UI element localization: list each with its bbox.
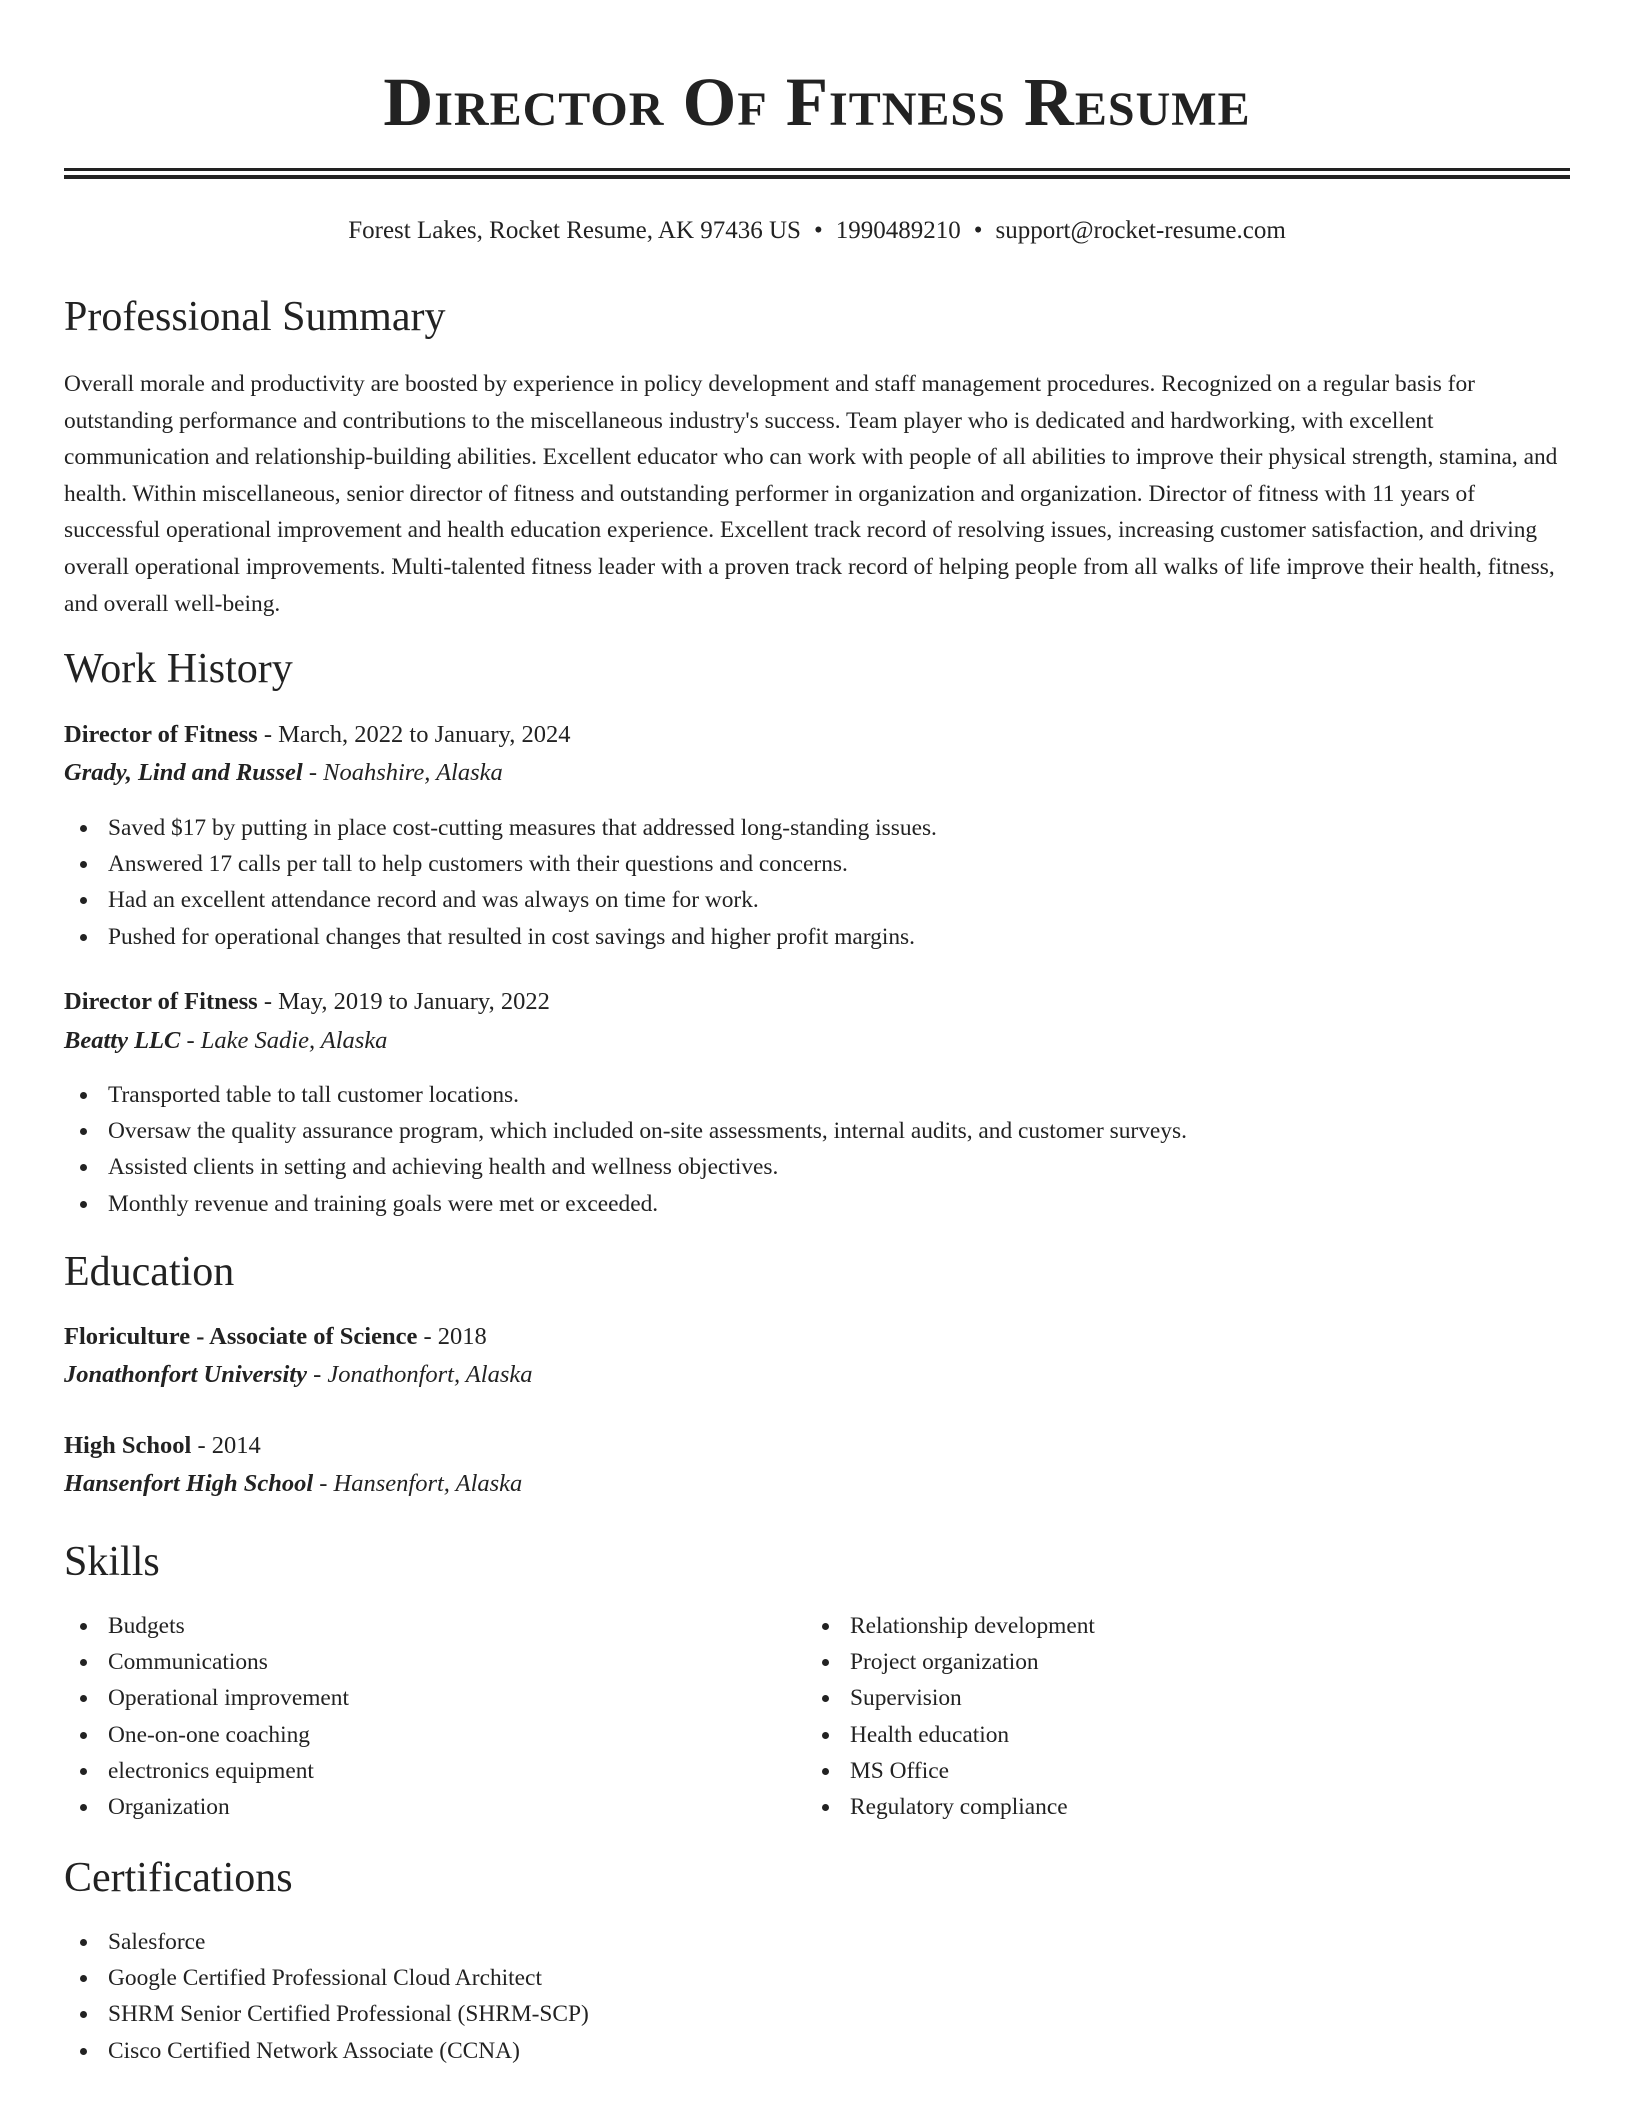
job-company: Grady, Lind and Russel — [64, 759, 303, 786]
education-school: Jonathonfort University — [64, 1361, 307, 1388]
list-item: Monthly revenue and training goals were met or exceeded. — [64, 1186, 1187, 1222]
list-item: Organization — [64, 1789, 349, 1825]
job-company: Beatty LLC — [64, 1027, 181, 1054]
certifications-heading: Certifications — [64, 1855, 293, 1901]
list-item: Salesforce — [64, 1924, 589, 1960]
job-dates: - May, 2019 to January, 2022 — [257, 988, 550, 1015]
job-company-line — [64, 1024, 387, 1058]
list-item: Assisted clients in setting and achieving health and wellness objectives. — [64, 1149, 1187, 1185]
job-bullets — [64, 1077, 1187, 1222]
list-item: Relationship development — [806, 1608, 1095, 1644]
education-degree: Floriculture - Associate of Science — [64, 1323, 418, 1350]
job-role: Director of Fitness — [64, 988, 258, 1015]
list-item: Budgets — [64, 1608, 349, 1644]
title-divider-bottom — [64, 175, 1570, 179]
certifications-list — [64, 1924, 589, 2069]
job-role: Director of Fitness — [64, 721, 258, 748]
list-item: SHRM Senior Certified Professional (SHRM-SCP) — [64, 1996, 589, 2032]
list-item: Transported table to tall customer locations. — [64, 1077, 1187, 1113]
list-item: Google Certified Professional Cloud Architect — [64, 1960, 589, 1996]
list-item: electronics equipment — [64, 1753, 349, 1789]
education-school-line — [64, 1467, 522, 1501]
education-degree: High School — [64, 1432, 192, 1459]
list-item: Project organization — [806, 1644, 1095, 1680]
list-item: Had an excellent attendance record and was always on time for work. — [64, 882, 937, 918]
job-title-line — [64, 985, 550, 1019]
list-item: Supervision — [806, 1680, 1095, 1716]
education-degree-line — [64, 1429, 261, 1463]
contact-separator: • — [973, 217, 983, 244]
contact-email: support@rocket-resume.com — [995, 217, 1286, 244]
list-item: Saved $17 by putting in place cost-cutting measures that addressed long-standing issues. — [64, 810, 937, 846]
list-item: Cisco Certified Network Associate (CCNA) — [64, 2033, 589, 2069]
contact-phone: 1990489210 — [835, 217, 961, 244]
summary-text: Overall morale and productivity are boosted by experience in policy development and staff management procedures. Recognized on a regular basis for outstanding performance and contributions to the miscellaneous industry's success. Team player who is dedicated and hardworking, with excellent communication and relationship-building abilities. Excellent educator who can work with people of all abilities to improve their physical strength, stamina, and health. Within miscellaneous, senior director of fitness and outstanding performer in organization and organization. Director of fitness with 11 years of successful operational improvement and health education experience. Excellent track record of resolving issues, increasing customer satisfaction, and driving overall operational improvements. Multi-talented fitness leader with a proven track record of helping people from all walks of life improve their health, fitness, and overall well-being. — [64, 371, 1558, 617]
skills-list-right — [806, 1608, 1095, 1825]
job-dates: - March, 2022 to January, 2024 — [257, 721, 571, 748]
contact-line — [64, 215, 1570, 247]
education-school-line — [64, 1358, 532, 1392]
title-divider-top — [64, 168, 1570, 171]
list-item: Operational improvement — [64, 1680, 349, 1716]
list-item: One-on-one coaching — [64, 1717, 349, 1753]
job-title-line — [64, 718, 570, 752]
education-location: - Jonathonfort, Alaska — [307, 1361, 533, 1388]
job-company-line — [64, 756, 503, 790]
list-item: MS Office — [806, 1753, 1095, 1789]
resume-title: Director Of Fitness Resume — [383, 64, 1251, 140]
education-year: - 2018 — [417, 1323, 487, 1350]
skills-list-left — [64, 1608, 349, 1825]
job-bullets — [64, 810, 937, 955]
education-heading: Education — [64, 1249, 235, 1295]
job-location: - Lake Sadie, Alaska — [180, 1027, 388, 1054]
skills-heading: Skills — [64, 1539, 160, 1585]
list-item: Oversaw the quality assurance program, which included on-site assessments, internal audits, and customer surveys. — [64, 1113, 1187, 1149]
education-degree-line — [64, 1320, 487, 1354]
education-location: - Hansenfort, Alaska — [313, 1470, 523, 1497]
education-year: - 2014 — [191, 1432, 261, 1459]
work-history-heading: Work History — [64, 646, 293, 692]
education-school: Hansenfort High School — [64, 1470, 314, 1497]
summary-heading: Professional Summary — [64, 294, 446, 340]
list-item: Pushed for operational changes that resulted in cost savings and higher profit margins. — [64, 919, 937, 955]
list-item: Communications — [64, 1644, 349, 1680]
contact-separator: • — [813, 217, 823, 244]
job-location: - Noahshire, Alaska — [302, 759, 503, 786]
contact-address: Forest Lakes, Rocket Resume, AK 97436 US — [348, 217, 801, 244]
list-item: Answered 17 calls per tall to help customers with their questions and concerns. — [64, 846, 937, 882]
list-item: Health education — [806, 1717, 1095, 1753]
list-item: Regulatory compliance — [806, 1789, 1095, 1825]
